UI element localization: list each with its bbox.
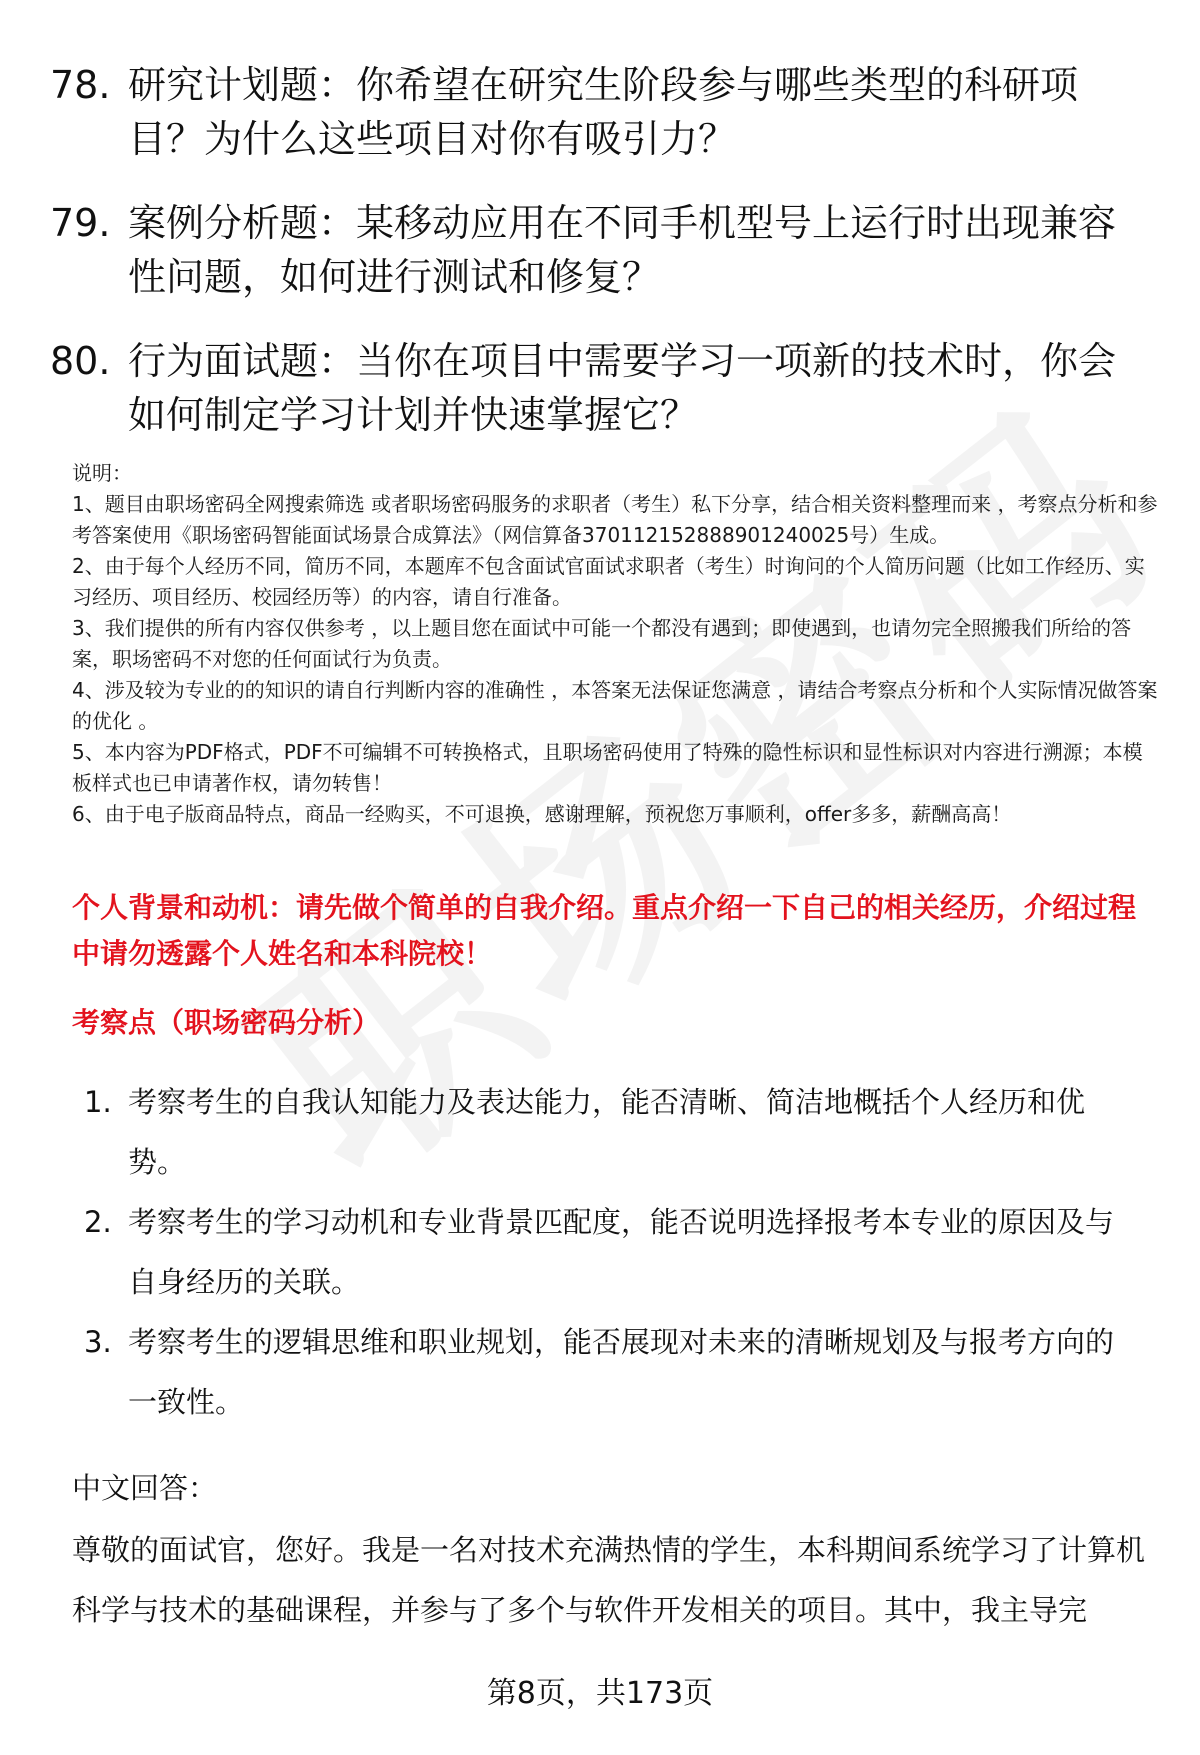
question-list	[50, 58, 1150, 472]
point-text: 考察考生的逻辑思维和职业规划，能否展现对未来的清晰规划及与报考方向的一致性。	[128, 1325, 1115, 1419]
point-text: 考察考生的学习动机和专业背景匹配度，能否说明选择报考本专业的原因及与自身经历的关联。	[128, 1205, 1115, 1299]
question-number: 78.	[50, 63, 111, 107]
note-item: 6、由于电子版商品特点，商品一经购买，不可退换，感谢理解，预祝您万事顺利，offer多多，薪酬高高！	[72, 802, 1012, 826]
note-item: 3、我们提供的所有内容仅供参考 ，以上题目您在面试中可能一个都没有遇到；即使遇到，也请勿完全照搬我们所给的答案，职场密码不对您的任何面试行为负责。	[72, 616, 1132, 671]
analysis-point	[84, 1192, 1164, 1312]
analysis-title: 考察点（职场密码分析）	[72, 1006, 381, 1039]
question-item	[50, 196, 1150, 304]
analysis-point	[84, 1312, 1164, 1432]
note-item: 4、涉及较为专业的的知识的请自行判断内容的准确性 ，本答案无法保证您满意 ，请结合考察点分析和个人实际情况做答案的优化 。	[72, 678, 1158, 733]
question-item	[50, 334, 1150, 442]
point-text: 考察考生的自我认知能力及表达能力，能否清晰、简洁地概括个人经历和优势。	[128, 1085, 1086, 1179]
answer-text: 尊敬的面试官，您好。我是一名对技术充满热情的学生，本科期间系统学习了计算机科学与技术的基础课程，并参与了多个与软件开发相关的项目。其中，我主导完	[72, 1533, 1146, 1627]
question-text: 案例分析题：某移动应用在不同手机型号上运行时出现兼容性问题，如何进行测试和修复？	[128, 201, 1117, 299]
question-number: 79.	[50, 201, 111, 245]
question-number: 80.	[50, 339, 111, 383]
note-item: 1、题目由职场密码全网搜索筛选 或者职场密码服务的求职者（考生）私下分享，结合相关资料整理而来 ，考察点分析和参考答案使用《职场密码智能面试场景合成算法》（网信算备370112152888901240025号）生成。	[72, 492, 1158, 547]
answer-label: 中文回答：	[72, 1471, 218, 1505]
note-item: 2、由于每个人经历不同，简历不同，本题库不包含面试官面试求职者（考生）时询问的个人简历问题（比如工作经历、实习经历、项目经历、校园经历等）的内容，请自行准备。	[72, 554, 1145, 609]
question-item	[50, 58, 1150, 166]
point-number: 3.	[84, 1325, 112, 1359]
note-item: 5、本内容为PDF格式，PDF不可编辑不可转换格式，且职场密码使用了特殊的隐性标识和显性标识对内容进行溯源；本模板样式也已申请著作权，请勿转售！	[72, 740, 1143, 795]
point-number: 1.	[84, 1085, 112, 1119]
question-text: 行为面试题：当你在项目中需要学习一项新的技术时，你会如何制定学习计划并快速掌握它？	[128, 339, 1117, 437]
question-text: 研究计划题：你希望在研究生阶段参与哪些类型的科研项目？为什么这些项目对你有吸引力？	[128, 63, 1079, 161]
page-footer: 第8页，共173页	[486, 1676, 714, 1711]
notes-section	[72, 458, 1162, 830]
analysis-points	[84, 1072, 1164, 1432]
section-title: 个人背景和动机：请先做个简单的自我介绍。重点介绍一下自己的相关经历，介绍过程中请勿透露个人姓名和本科院校！	[72, 891, 1137, 970]
point-number: 2.	[84, 1205, 112, 1239]
notes-heading: 说明：	[72, 461, 132, 485]
analysis-point	[84, 1072, 1164, 1192]
